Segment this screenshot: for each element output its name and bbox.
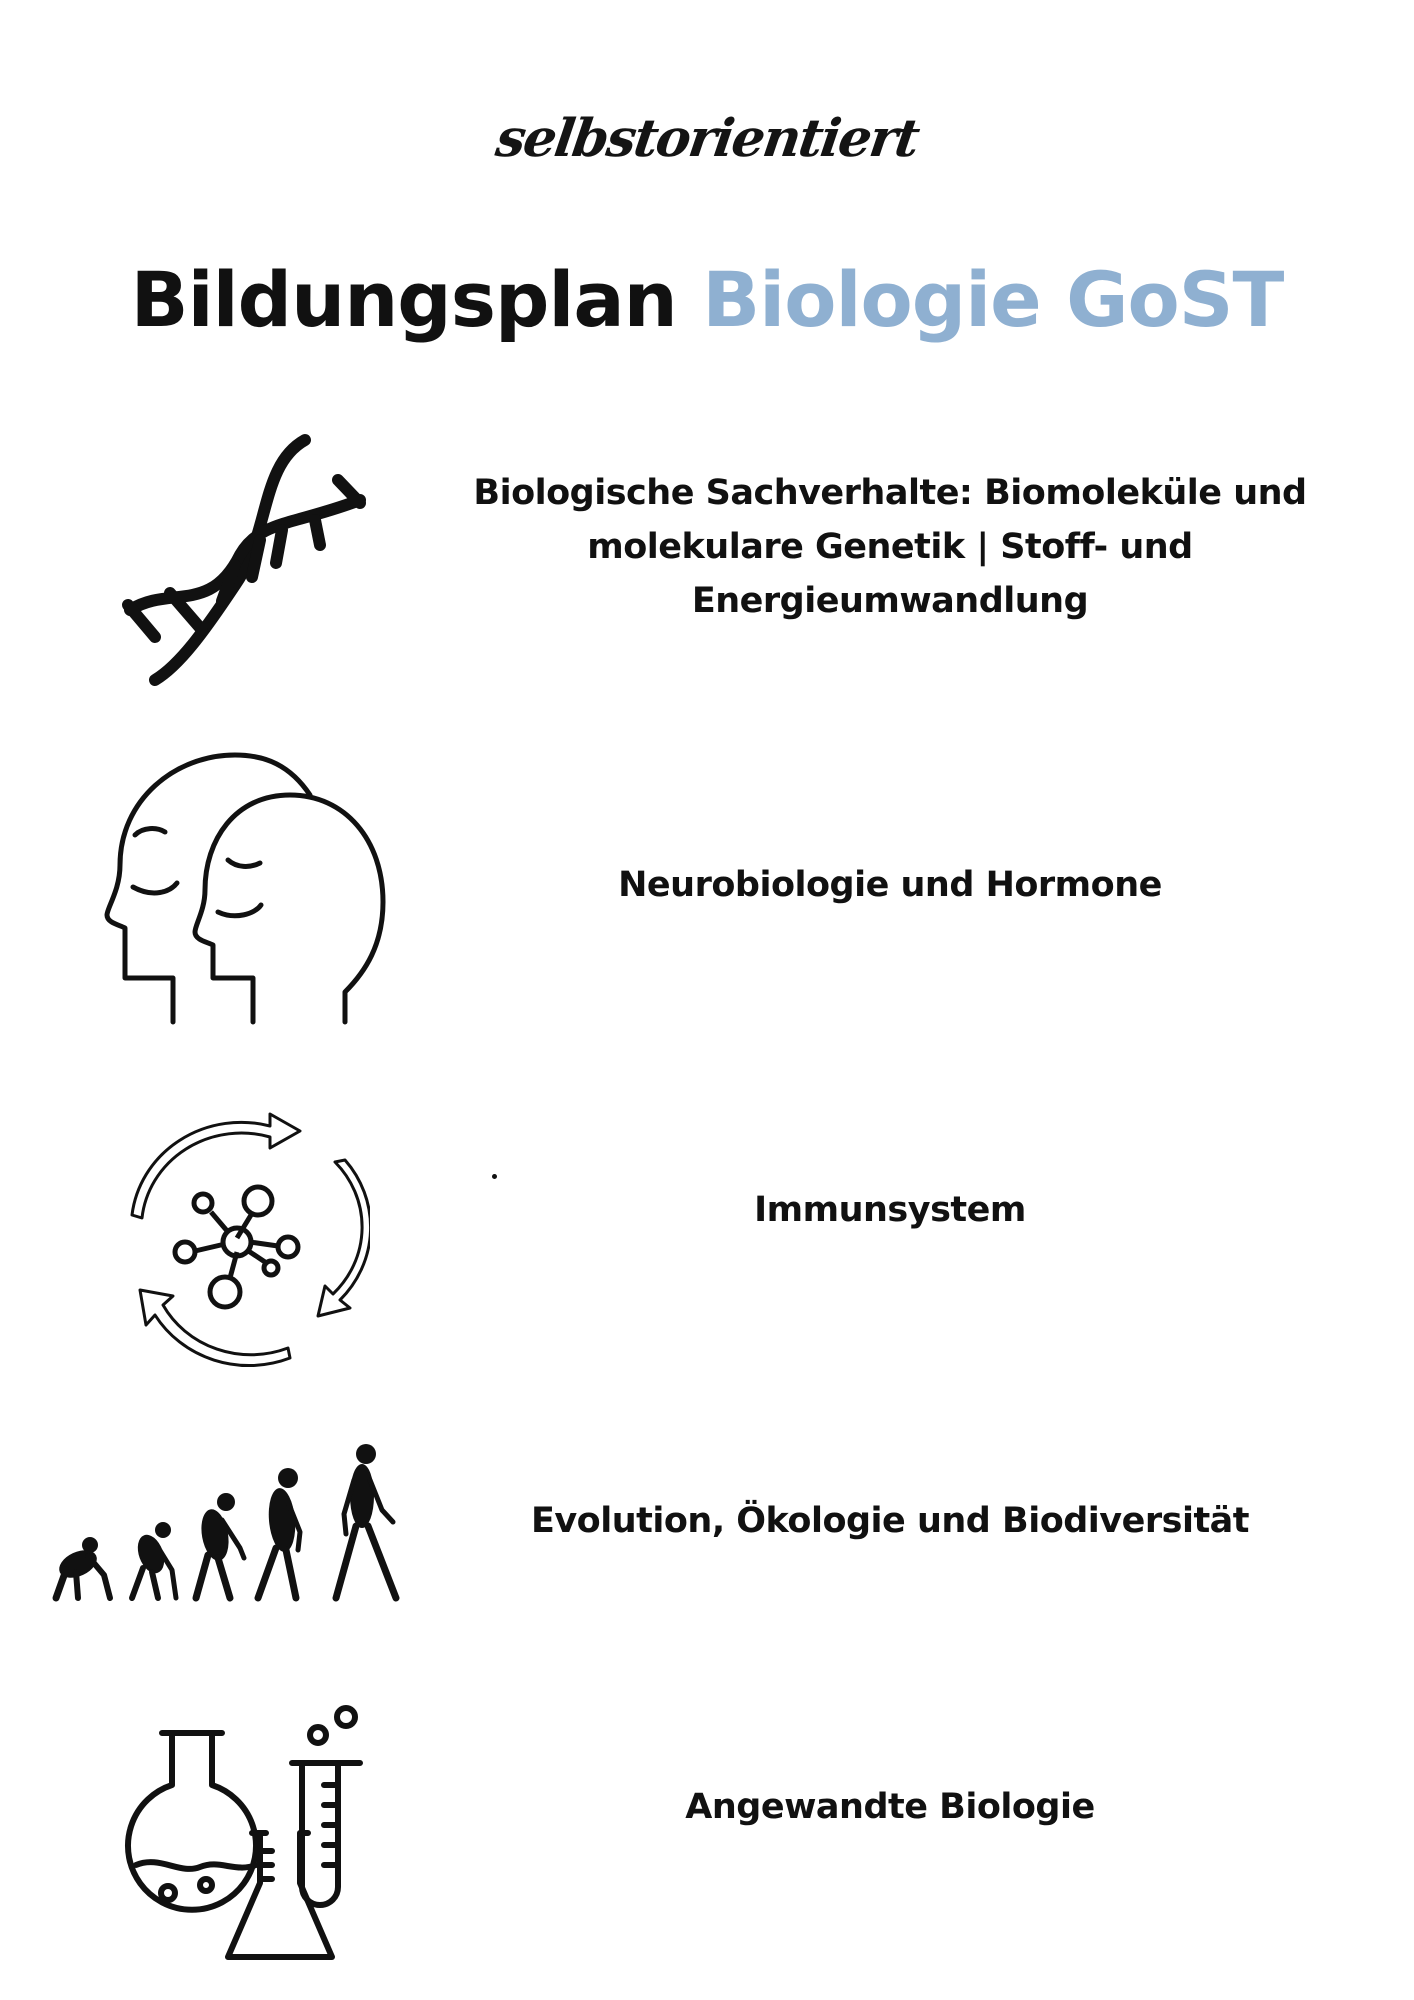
topic-biomolecules: Biologische Sachverhalte: Biomoleküle und molekulare Genetik | Stoff- und Energieumwandlung bbox=[473, 473, 1307, 621]
hominid-figure bbox=[196, 1493, 244, 1598]
logo: selbstorientiert bbox=[492, 108, 922, 169]
immune-cycle-icon bbox=[100, 1090, 370, 1370]
human-figure bbox=[336, 1444, 396, 1598]
evolution-icon bbox=[48, 1440, 408, 1610]
lab-glassware-icon bbox=[120, 1705, 370, 1975]
title-main: Bildungsplan bbox=[130, 255, 677, 344]
stray-dot bbox=[492, 1174, 497, 1179]
early-hominid-figure bbox=[132, 1522, 176, 1598]
topic-neurobiology: Neurobiologie und Hormone bbox=[618, 865, 1162, 905]
topic-immune-system: Immunsystem bbox=[754, 1190, 1026, 1230]
topic-evolution: Evolution, Ökologie und Biodiversität bbox=[530, 1501, 1250, 1541]
dna-icon bbox=[110, 425, 380, 695]
topic-applied-biology: Angewandte Biologie bbox=[685, 1787, 1095, 1827]
page-title bbox=[0, 255, 1414, 344]
early-human-figure bbox=[258, 1468, 300, 1598]
heads-icon bbox=[95, 740, 395, 1030]
ape-figure bbox=[55, 1537, 110, 1598]
title-accent: Biologie GoST bbox=[702, 255, 1284, 344]
